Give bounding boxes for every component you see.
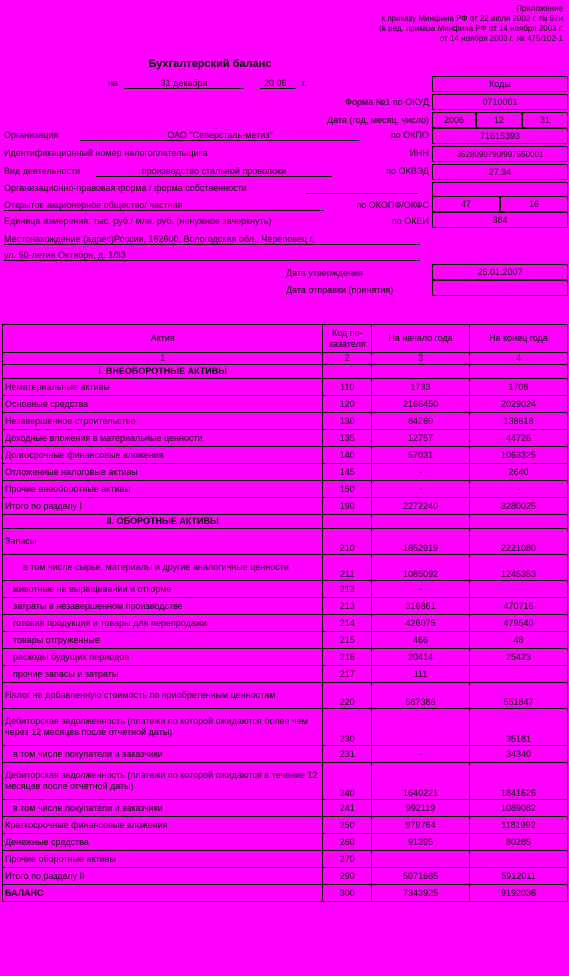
- row-end-value: 2640: [470, 464, 568, 481]
- table-row: [3, 598, 568, 615]
- row-code: 250: [323, 817, 372, 834]
- row-start-value: 426075: [372, 615, 470, 632]
- address-line-2: ул. 50-летия Октября, д. 1/33: [4, 250, 126, 260]
- okud-value: 0710001: [432, 94, 568, 110]
- section-row: [3, 365, 568, 379]
- row-start-value: 2166450: [372, 396, 470, 413]
- row-name: Налог на добавленную стоимость по приобретенным ценностям: [3, 683, 323, 709]
- empty-cell: [372, 365, 470, 379]
- okved-label: по ОКВЭД: [386, 166, 429, 176]
- row-start-value: 1085092: [372, 555, 470, 581]
- table-row: [3, 498, 568, 515]
- row-name: Отложенные налоговые активы: [3, 464, 323, 481]
- send-value: [432, 280, 568, 296]
- row-code: 231: [323, 746, 372, 763]
- row-start-value: 567386: [372, 683, 470, 709]
- row-code: 270: [323, 851, 372, 868]
- header-end: На конец года: [470, 325, 568, 353]
- colnum-3: 3: [372, 353, 470, 365]
- document-title: Бухгалтерский баланс: [148, 58, 272, 70]
- empty-cell: [323, 515, 372, 529]
- colnum-4: 4: [470, 353, 568, 365]
- header-note-line-2: к приказу Минфина РФ от 22 июля 2003 г. № 67н: [381, 14, 563, 23]
- date-year-code: 2006: [432, 112, 476, 128]
- row-code: 211: [323, 555, 372, 581]
- approve-value: 25.01.2007: [432, 264, 568, 280]
- row-code: 216: [323, 649, 372, 666]
- row-name: Денежные средства: [3, 834, 323, 851]
- row-code: 135: [323, 430, 372, 447]
- send-label: Дата отправки (принятия): [286, 285, 394, 295]
- row-start-value: 1733: [372, 379, 470, 396]
- colnum-2: 2: [323, 353, 372, 365]
- table-row: [3, 666, 568, 683]
- row-name: Долгосрочные финансовые вложения: [3, 447, 323, 464]
- okei-label: по ОКЕИ: [391, 216, 429, 226]
- table-row: [3, 396, 568, 413]
- table-row: [3, 379, 568, 396]
- row-code: 120: [323, 396, 372, 413]
- row-end-value: [470, 666, 568, 683]
- row-code: 212: [323, 581, 372, 598]
- address-label: Местонахождение (адрес)Россия, 162600, Вологодская обл., Череповец г,: [4, 234, 315, 244]
- inn-label: Идентификационный номер налогоплательщика: [4, 148, 208, 158]
- date-suffix: г.: [302, 78, 307, 88]
- row-end-value: 1181992: [470, 817, 568, 834]
- row-name: Основные средства: [3, 396, 323, 413]
- row-start-value: 20414: [372, 649, 470, 666]
- table-row: [3, 581, 568, 598]
- date-day-month: 31 декабря: [160, 78, 208, 88]
- activity-label: Вид деятельности: [4, 166, 81, 176]
- row-end-value: 2029024: [470, 396, 568, 413]
- row-code: 213: [323, 598, 372, 615]
- row-end-value: 25423: [470, 649, 568, 666]
- row-start-value: 992119: [372, 800, 470, 817]
- table-row: [3, 447, 568, 464]
- empty-cell: [372, 515, 470, 529]
- row-name: Незавершенное строительство: [3, 413, 323, 430]
- row-end-value: [470, 581, 568, 598]
- row-start-value: 979764: [372, 817, 470, 834]
- row-name: Прочие внеоборотные активы: [3, 481, 323, 498]
- empty-cell: [470, 515, 568, 529]
- header-start: На начало года: [372, 325, 470, 353]
- row-start-value: -: [372, 481, 470, 498]
- row-end-value: 3280025: [470, 498, 568, 515]
- row-code: 241: [323, 800, 372, 817]
- header-note-line-1: Приложение: [516, 4, 563, 13]
- row-end-value: 1063325: [470, 447, 568, 464]
- row-end-value: 80285: [470, 834, 568, 851]
- row-start-value: 1852919: [372, 529, 470, 555]
- row-code: 240: [323, 763, 372, 800]
- row-code: 217: [323, 666, 372, 683]
- table-row: [3, 834, 568, 851]
- table-row: [3, 800, 568, 817]
- row-code: 214: [323, 615, 372, 632]
- row-end-value: 34340: [470, 746, 568, 763]
- row-name: Запасы: [3, 529, 323, 555]
- okopf-value: 47: [432, 196, 500, 212]
- row-code: 190: [323, 498, 372, 515]
- row-end-value: 9192036: [470, 885, 568, 902]
- section-title: II. ОБОРОТНЫЕ АКТИВЫ: [3, 515, 323, 529]
- row-name: Нематериальные активы: [3, 379, 323, 396]
- row-code: 140: [323, 447, 372, 464]
- inn-tag: ИНН: [409, 148, 429, 158]
- row-end-value: 5912011: [470, 868, 568, 885]
- inn-value: 3528090790/997550001: [432, 146, 568, 162]
- row-end-value: 479540: [470, 615, 568, 632]
- row-code: 210: [323, 529, 372, 555]
- row-name: в том числе покупатели и заказчики: [3, 800, 323, 817]
- section-row: [3, 515, 568, 529]
- row-start-value: 57031: [372, 447, 470, 464]
- row-end-value: 1706: [470, 379, 568, 396]
- row-end-value: 138618: [470, 413, 568, 430]
- row-name: прочие запасы и затраты: [3, 666, 323, 683]
- section-title: I. ВНЕОБОРОТНЫЕ АКТИВЫ: [3, 365, 323, 379]
- table-row: [3, 529, 568, 555]
- row-name: животные на выращивании и откорме: [3, 581, 323, 598]
- row-code: 150: [323, 481, 372, 498]
- table-row: [3, 746, 568, 763]
- row-start-value: 111: [372, 666, 470, 683]
- row-end-value: 48: [470, 632, 568, 649]
- codes-header: Коды: [432, 76, 568, 92]
- empty-cell: [470, 365, 568, 379]
- row-code: 130: [323, 413, 372, 430]
- balance-table: [2, 324, 568, 902]
- row-end-value: [470, 851, 568, 868]
- row-name: БАЛАНС: [3, 885, 323, 902]
- row-name: Прочие оборотные активы: [3, 851, 323, 868]
- table-row: [3, 413, 568, 430]
- table-colnum-row: [3, 353, 568, 365]
- row-end-value: 2221080: [470, 529, 568, 555]
- row-end-value: 551847: [470, 683, 568, 709]
- okved-value: 27.34: [432, 164, 568, 180]
- row-code: 300: [323, 885, 372, 902]
- row-start-value: -: [372, 581, 470, 598]
- row-name: в том числе покупатели и заказчики: [3, 746, 323, 763]
- date-prefix: на: [108, 78, 118, 88]
- row-end-value: -: [470, 481, 568, 498]
- row-start-value: 319861: [372, 598, 470, 615]
- header-note-line-3: (в ред. приказа Минфина РФ от 14 ноября 2003 г.: [379, 24, 563, 33]
- table-header-row: [3, 325, 568, 353]
- date-label: Дата (год, месяц, число): [327, 115, 429, 125]
- okei-value: 384: [432, 212, 568, 228]
- row-name: товары отгруженные: [3, 632, 323, 649]
- date-month-code: 12: [476, 112, 522, 128]
- table-row: [3, 851, 568, 868]
- form-label: Организационно-правовая форма / форма собственности: [4, 183, 247, 193]
- row-start-value: 91395: [372, 834, 470, 851]
- header-note-line-4: от 14 ноября 2003 г. № 475/102-1: [439, 34, 563, 43]
- row-code: 230: [323, 709, 372, 746]
- row-start-value: 1640221: [372, 763, 470, 800]
- row-code: 215: [323, 632, 372, 649]
- row-name: Итого по разделу I: [3, 498, 323, 515]
- okpo-value: 71615393: [432, 128, 568, 144]
- row-name: Итого по разделу II: [3, 868, 323, 885]
- table-row: [3, 649, 568, 666]
- date-year: 20 06: [264, 78, 287, 88]
- colnum-1: 1: [3, 353, 323, 365]
- approve-label: Дата утверждения: [286, 268, 363, 278]
- row-start-value: 466: [372, 632, 470, 649]
- row-start-value: 12757: [372, 430, 470, 447]
- table-row: [3, 683, 568, 709]
- table-row: [3, 464, 568, 481]
- row-code: 220: [323, 683, 372, 709]
- activity-value: производство стальной проволоки: [141, 166, 287, 176]
- table-row: [3, 868, 568, 885]
- form-value: Открытое акционерное общество/ частная: [4, 200, 183, 210]
- table-row: [3, 555, 568, 581]
- row-end-value: 35181: [470, 709, 568, 746]
- row-start-value: -: [372, 746, 470, 763]
- okfs-value: 16: [500, 196, 568, 212]
- row-name: расходы будущих периодов: [3, 649, 323, 666]
- row-start-value: 84269: [372, 413, 470, 430]
- row-start-value: [372, 851, 470, 868]
- table-row: [3, 817, 568, 834]
- row-end-value: 1841626: [470, 763, 568, 800]
- table-row: [3, 430, 568, 447]
- row-name: Краткосрочные финансовые вложения: [3, 817, 323, 834]
- row-code: 110: [323, 379, 372, 396]
- row-start-value: -: [372, 464, 470, 481]
- row-code: 260: [323, 834, 372, 851]
- row-name: готовая продукция и товары для перепродажи: [3, 615, 323, 632]
- table-row: [3, 763, 568, 800]
- row-name: затраты в незавершенном производстве: [3, 598, 323, 615]
- header-asset: Актив: [3, 325, 323, 353]
- okud-label: Форма №1 по ОКУД: [345, 97, 429, 107]
- table-row: [3, 885, 568, 902]
- unit-label: Единица измерения: тыс. руб./ млн. руб. (ненужное зачеркнуть): [4, 216, 272, 226]
- row-end-value: 1089082: [470, 800, 568, 817]
- okpo-label: по ОКПО: [390, 130, 429, 140]
- row-code: 145: [323, 464, 372, 481]
- row-name: Дебиторская задолженность (платежи по которой ожидаются в течение 12 месяцев после отчетной даты): [3, 763, 323, 800]
- row-end-value: 470716: [470, 598, 568, 615]
- header-code: Код по-казателя: [323, 325, 372, 353]
- org-label: Организация: [4, 130, 59, 140]
- row-name: в том числе сырье, материалы и другие аналогичные ценности: [3, 555, 323, 581]
- table-row: [3, 709, 568, 746]
- row-code: 290: [323, 868, 372, 885]
- org-value: ОАО "Северсталь-метиз": [167, 130, 273, 140]
- empty-cell: [323, 365, 372, 379]
- row-start-value: 7343925: [372, 885, 470, 902]
- row-start-value: [372, 709, 470, 746]
- table-row: [3, 481, 568, 498]
- row-name: Дебиторская задолженность (платежи по которой ожидаются более чем через 12 месяцев после отчетной даты): [3, 709, 323, 746]
- row-start-value: 5071685: [372, 868, 470, 885]
- table-row: [3, 615, 568, 632]
- okopf-label: по ОКОПФ/ОКФС: [356, 200, 429, 210]
- row-start-value: 2272240: [372, 498, 470, 515]
- date-day-code: 31: [522, 112, 568, 128]
- row-name: Доходные вложения в материальные ценности: [3, 430, 323, 447]
- table-row: [3, 632, 568, 649]
- row-end-value: 1245353: [470, 555, 568, 581]
- row-end-value: 44726: [470, 430, 568, 447]
